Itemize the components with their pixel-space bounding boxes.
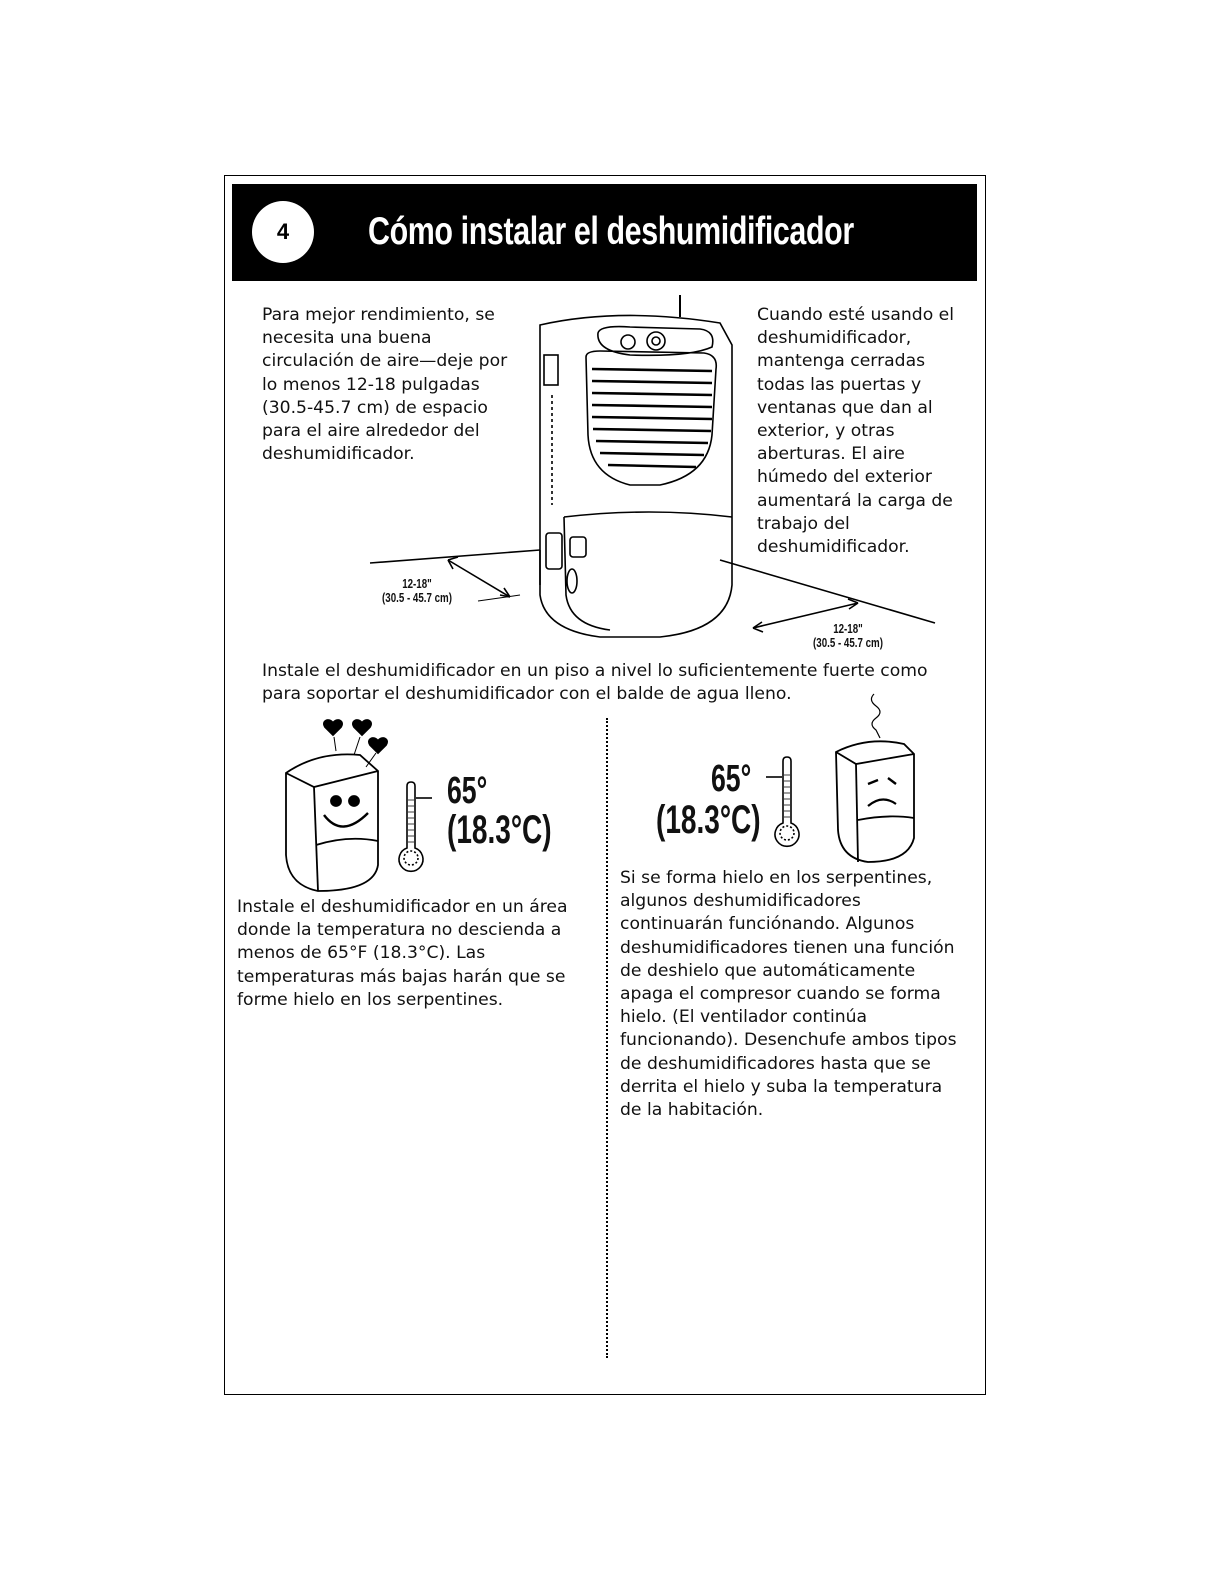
ice-warning-text: Si se forma hielo en los serpentines, algunos deshumidificadores continuarán funciónando. Algunos deshumidificadores tienen una función de deshielo que automáticamente apaga el compresor cuando se forma hielo. (El ventilador continúa funcionando). Desenchufe ambos tipos de deshumidificadores hasta que se derrita el hielo y suba la temperatura de la habitación.: [620, 868, 957, 1121]
thermometer-icon: [394, 780, 434, 880]
temperature-text: Instale el deshumidificador en un área donde la temperatura no descienda a menos de 65°F (18.3°C). Las temperaturas más bajas harán que se forme hielo en los serpentines.: [237, 897, 568, 1010]
happy-temp-fahrenheit: 65°: [447, 770, 488, 812]
thermometer-icon: [760, 755, 810, 855]
air-circulation-text: Para mejor rendimiento, se necesita una buena circulación de aire—deje por lo menos 12-18 pulgadas (30.5-45.7 cm) de espacio para el aire alrededor del deshumidificador.: [262, 305, 508, 465]
level-floor-text: Instale el deshumidificador en un piso a nivel lo suficientemente fuerte como para soportar el deshumidificador con el balde de agua lleno.: [262, 661, 928, 705]
sad-dehumidifier-icon: [808, 690, 928, 870]
sad-temp-fahrenheit: 65°: [711, 758, 752, 800]
closed-doors-text: Cuando esté usando el deshumidificador, mantenga cerradas todas las puertas y ventanas que dan al exterior, y otras aberturas. El aire húmedo del exterior aumentará la carga de trabajo del deshumidificador.: [757, 305, 955, 558]
happy-temp-celsius: (18.3°C): [447, 808, 552, 852]
column-divider: [606, 718, 608, 1358]
step-number-badge: 4: [252, 201, 314, 263]
clearance-left-label: 12-18" (30.5 - 45.7 cm): [382, 576, 452, 605]
clearance-right-label: 12-18" (30.5 - 45.7 cm): [813, 621, 883, 650]
sad-temp-celsius: (18.3°C): [656, 798, 761, 842]
section-title: Cómo instalar el deshumidificador: [368, 210, 854, 253]
